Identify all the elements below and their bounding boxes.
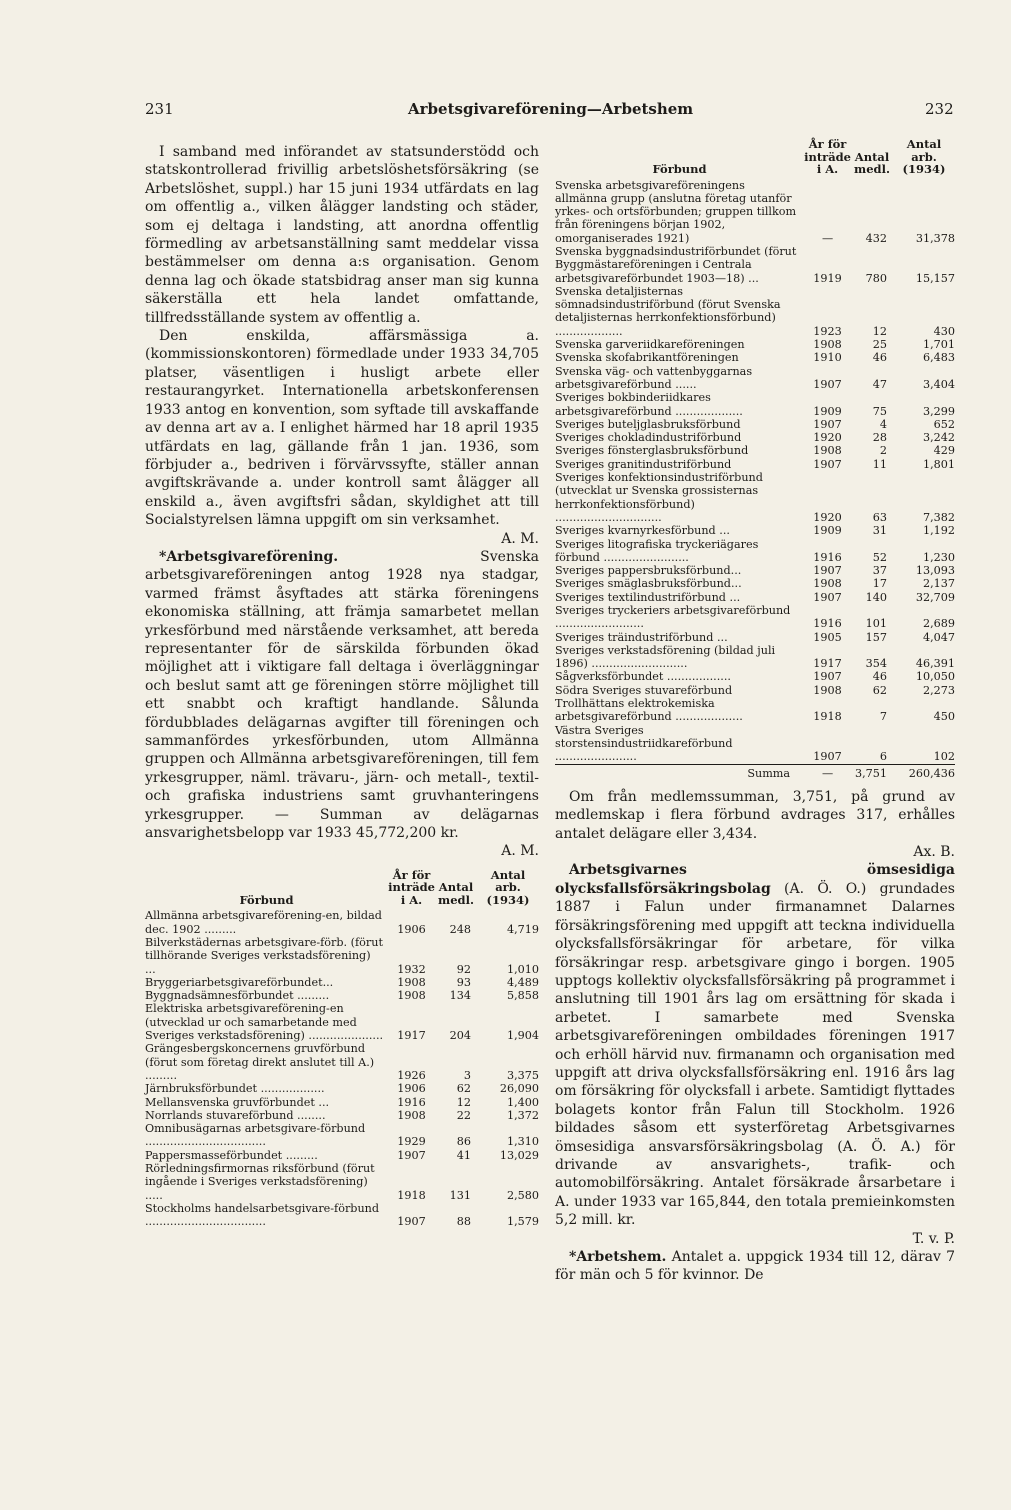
table-row xyxy=(145,1162,539,1202)
forbund-name: Sveriges konfektionsindustriförbund (utvecklat ur Svenska grossisternas herrkonfektionsförbund) .............................. xyxy=(555,471,763,524)
member-count: 101 xyxy=(865,617,887,631)
paragraph-text: Svenska arbetsgivareföreningen antog 1928 nya stadgar, varmed främst åsyftades att stärka föreningens ekonomiska ställning, att främja samarbetet mellan yrkesförbund med närstående verksamhet, att bereda representanter för de särskilda förbunden ökad möjlighet att i viktigare fall deltaga i överläggningar och beslut samt att ge föreningen större möjlighet till ett snabbt och kraftigt handlande. Sålunda fördubblades delägarnas avgifter till föreningen och sammanfördes yrkesförbunden, utom Allmänna gruppen och Allmänna arbetsgivareföreningen, till fem yrkesgrupper, näml. trävaru-, järn- och metall-, textil- och grafiska industriens samt gruvhanteringens yrkesgrupper. — Summan av delägarnas ansvarighetsbelopp var 1933 45,772,200 kr. xyxy=(145,548,539,842)
forbund-name: Pappersmasseförbundet ......... xyxy=(145,1148,318,1162)
col-workers xyxy=(893,138,955,179)
entry-year: 1909 xyxy=(813,404,842,418)
forbund-name: Sveriges granitindustriförbund xyxy=(555,457,732,471)
forbund-name: Svenska garveriidkareföreningen xyxy=(555,338,745,352)
entry-year: — xyxy=(821,231,834,245)
entry-year: 1917 xyxy=(813,657,842,671)
forbund-name: Stockholms handelsarbetsgivare-förbund .................................. xyxy=(145,1201,380,1229)
entry-year: 1907 xyxy=(813,670,842,684)
forbund-name: Sveriges verkstadsförening (bildad juli 1896) ........................... xyxy=(555,643,776,671)
member-count: 75 xyxy=(872,404,887,418)
forbund-name: Sveriges litografiska tryckeriägares förbund ........................ xyxy=(555,537,759,564)
right-column xyxy=(555,138,955,1285)
forbund-name: Omnibusägarnas arbetsgivare-förbund .................................. xyxy=(145,1122,366,1149)
table-row xyxy=(555,444,955,457)
worker-count: 5,858 xyxy=(506,989,539,1003)
paragraph-text: Om från medlemssumman, 3,751, på grund av medlemskap i flera förbund avdrages 317, erhålles antalet delägare eller 3,434. xyxy=(555,788,955,842)
member-count: 140 xyxy=(865,590,887,604)
table-row xyxy=(145,1149,539,1162)
forbund-name: Sveriges tryckeriers arbetsgivareförbund ......................... xyxy=(555,604,791,631)
paragraph-text: Antalet a. uppgick 1934 till 12, därav 7 för män och 5 för kvinnor. De xyxy=(555,1249,955,1284)
entry-headword: *Arbetsgivareförening. xyxy=(159,548,339,565)
member-count: 63 xyxy=(872,510,887,524)
forbund-name: Sveriges smäglasbruksförbund... xyxy=(555,577,742,591)
paragraph-text: I samband med införandet av statsunderstödd och statskontrollerad frivillig arbetslöshetsförsäkring (se Arbetslöshet, suppl.) har 15 juni 1934 utfärdats en lag om offentlig a., vilken ålägger landsting och städer, som ej deltaga i landsting, att anordna offentlig förmedling av arbetsanställning samt meddelar vissa bestämmelser om denna a:s organisation. Genom denna lag och ökade statsbidrag anser man sig kunna säkerställa ett hela landet omfattande, tillfredsställande system av offentlig a. xyxy=(145,144,539,326)
member-count: 22 xyxy=(456,1108,471,1122)
worker-count: 1,801 xyxy=(922,457,955,471)
entry-year: 1916 xyxy=(813,550,842,564)
worker-count: 429 xyxy=(933,444,955,458)
worker-count: 1,010 xyxy=(506,962,539,976)
col-members-label: Antal medl. xyxy=(438,880,474,907)
sum-label: Summa xyxy=(555,764,804,780)
forbund-name: Sveriges pappersbruksförbund... xyxy=(555,564,742,578)
entry-year: 1907 xyxy=(813,457,842,471)
forbund-name: Allmänna arbetsgivareförening-en, bildad dec. 1902 ......... xyxy=(145,909,382,936)
forbund-name: Sveriges bokbinderiidkares arbetsgivareförbund ................... xyxy=(555,391,743,418)
table-row xyxy=(555,684,955,697)
table-row xyxy=(555,524,955,537)
table-row xyxy=(555,391,955,418)
entry-year: 1929 xyxy=(397,1135,426,1149)
table-row xyxy=(145,989,539,1002)
entry-year: 1908 xyxy=(813,338,842,352)
forbund-table-right-wrap xyxy=(555,138,955,780)
entry-year: 1916 xyxy=(397,1095,426,1109)
col-forbund: Förbund xyxy=(239,892,294,907)
table-row xyxy=(145,936,539,976)
worker-count: 1,310 xyxy=(506,1135,539,1149)
member-count: 46 xyxy=(872,670,887,684)
worker-count: 13,029 xyxy=(499,1148,539,1162)
signature: T. v. P. xyxy=(912,1230,955,1247)
signature: A. M. xyxy=(501,843,539,860)
forbund-name: Järnbruksförbundet .................. xyxy=(145,1082,325,1096)
member-count: 4 xyxy=(879,417,887,431)
table-row xyxy=(555,644,955,671)
worker-count: 1,372 xyxy=(506,1108,539,1122)
col-workers-label: Antal arb. xyxy=(490,867,526,895)
forbund-name: Sveriges träindustriförbund ... xyxy=(555,630,728,644)
table-row xyxy=(555,577,955,590)
col-year-1934: (1934) xyxy=(902,162,946,176)
member-count: 62 xyxy=(872,683,887,697)
worker-count: 430 xyxy=(933,324,955,338)
member-count: 780 xyxy=(865,271,887,285)
entry-year: 1907 xyxy=(813,750,842,764)
table-row xyxy=(145,1109,539,1122)
worker-count: 1,192 xyxy=(922,524,955,538)
table-row xyxy=(555,631,955,644)
entry-year: 1907 xyxy=(813,377,842,391)
worker-count: 3,299 xyxy=(922,404,955,418)
table-row xyxy=(145,1122,539,1149)
table-row xyxy=(555,591,955,604)
member-count: 46 xyxy=(872,351,887,365)
forbund-name: Rörledningsfirmornas riksförbund (förut ingående i Sveriges verkstadsförening) ..... xyxy=(145,1161,375,1202)
worker-count: 2,689 xyxy=(922,617,955,631)
member-count: 7 xyxy=(879,710,887,724)
member-count: 93 xyxy=(456,975,471,989)
member-count: 204 xyxy=(449,1029,471,1043)
worker-count: 15,157 xyxy=(915,271,955,285)
entry-year: 1908 xyxy=(813,444,842,458)
entry-arbetshem xyxy=(555,1248,955,1285)
member-count: 37 xyxy=(872,564,887,578)
table-row xyxy=(555,418,955,431)
entry-year: 1908 xyxy=(813,577,842,591)
table-row xyxy=(555,458,955,471)
member-count: 88 xyxy=(456,1215,471,1229)
table-row xyxy=(555,670,955,683)
col-workers xyxy=(477,869,539,910)
entry-year: 1907 xyxy=(813,564,842,578)
forbund-name: Svenska byggnadsindustriförbundet (förut Byggmästareföreningen i Centrala arbetsgivareförbundet 1903—18) ... xyxy=(555,244,797,285)
member-count: 11 xyxy=(872,457,887,471)
forbund-name: Grängesbergskoncernens gruvförbund (förut som företag direkt anslutet till A.) ......... xyxy=(145,1042,375,1082)
table-row xyxy=(555,431,955,444)
entry-year: 1910 xyxy=(813,351,842,365)
forbund-name: Sveriges fönsterglasbruksförbund xyxy=(555,444,749,458)
member-count: 248 xyxy=(449,922,471,936)
sum-year: — xyxy=(804,764,851,780)
forbund-name: Sågverksförbundet .................. xyxy=(555,670,731,684)
forbund-name: Södra Sveriges stuvareförbund xyxy=(555,683,733,697)
entry-year: 1918 xyxy=(813,710,842,724)
entry-year: 1920 xyxy=(813,431,842,445)
entry-year: 1907 xyxy=(813,417,842,431)
col-forbund: Förbund xyxy=(652,162,707,176)
table-row xyxy=(145,1002,539,1042)
paragraph-medlemssumman xyxy=(555,788,955,843)
member-count: 62 xyxy=(456,1082,471,1096)
entry-year: 1908 xyxy=(397,989,426,1003)
worker-count: 652 xyxy=(933,417,955,431)
running-head: Arbetsgivareförening—Arbetshem xyxy=(408,100,694,118)
table-row xyxy=(555,564,955,577)
member-count: 25 xyxy=(872,338,887,352)
member-count: 52 xyxy=(872,550,887,564)
forbund-table-left xyxy=(145,869,539,1229)
entry-year: 1919 xyxy=(813,271,842,285)
sum-members: 3,751 xyxy=(851,764,893,780)
worker-count: 4,719 xyxy=(506,922,539,936)
worker-count: 31,378 xyxy=(915,231,955,245)
paragraph-enskilda xyxy=(145,327,539,529)
sum-workers: 260,436 xyxy=(893,764,955,780)
left-column xyxy=(145,143,539,1228)
forbund-name: Bilverkstädernas arbetsgivare-förb. (förut tillhörande Sveriges verkstadsförening) ... xyxy=(145,935,383,976)
col-year: År för inträde i A. xyxy=(804,137,852,176)
worker-count: 1,400 xyxy=(506,1095,539,1109)
worker-count: 4,489 xyxy=(506,975,539,989)
table-row xyxy=(145,1082,539,1095)
table-row xyxy=(555,338,955,351)
forbund-name: Mellansvenska gruvförbundet ... xyxy=(145,1095,330,1109)
member-count: 6 xyxy=(879,750,887,764)
entry-headword: *Arbetshem. xyxy=(569,1249,667,1266)
entry-year: 1908 xyxy=(813,683,842,697)
entry-year: 1918 xyxy=(397,1188,426,1202)
forbund-name: Bryggeriarbetsgivareförbundet... xyxy=(145,975,334,989)
forbund-name: Sveriges textilindustriförbund ... xyxy=(555,590,741,604)
forbund-table-right xyxy=(555,138,955,780)
table-row xyxy=(145,1042,539,1082)
table-row xyxy=(555,285,955,338)
signature: A. M. xyxy=(501,530,539,547)
forbund-name: Byggnadsämnesförbundet ......... xyxy=(145,989,330,1003)
forbund-name: Västra Sveriges storstensindustriidkareförbund ....................... xyxy=(555,723,733,764)
worker-count: 10,050 xyxy=(915,670,955,684)
worker-count: 7,382 xyxy=(922,510,955,524)
worker-count: 102 xyxy=(933,750,955,764)
forbund-name: Svenska detaljisternas sömnadsindustriförbund (förut Svenska detaljisternas herrkonfektionsförbund) ................... xyxy=(555,284,781,338)
member-count: 432 xyxy=(865,231,887,245)
entry-year: 1906 xyxy=(397,1082,426,1096)
entry-year: 1923 xyxy=(813,324,842,338)
entry-year: 1909 xyxy=(813,524,842,538)
entry-year: 1908 xyxy=(397,1108,426,1122)
table-row xyxy=(555,538,955,565)
entry-year: 1905 xyxy=(813,630,842,644)
member-count: 17 xyxy=(872,577,887,591)
entry-year: 1906 xyxy=(397,922,426,936)
col-members-label: Antal medl. xyxy=(854,149,890,176)
entry-year: 1926 xyxy=(397,1068,426,1082)
worker-count: 46,391 xyxy=(915,657,955,671)
page-number-left: 231 xyxy=(145,100,174,118)
entry-year: 1907 xyxy=(397,1215,426,1229)
forbund-name: Sveriges kvarnyrkesförbund ... xyxy=(555,524,730,538)
entry-headword: Arbetsgivarnes ömsesidiga olycksfallsförsäkringsbolag xyxy=(555,862,955,897)
signature: Ax. B. xyxy=(913,844,955,861)
worker-count: 1,579 xyxy=(506,1215,539,1229)
worker-count: 3,375 xyxy=(506,1068,539,1082)
forbund-name: Elektriska arbetsgivareförening-en (utvecklad ur och samarbetande med Sveriges verkstadsförening) ..................... xyxy=(145,1002,384,1043)
table-row xyxy=(145,1096,539,1109)
forbund-name: Trollhättans elektrokemiska arbetsgivareförbund ................... xyxy=(555,697,743,724)
member-count: 2 xyxy=(879,444,887,458)
member-count: 12 xyxy=(456,1095,471,1109)
worker-count: 450 xyxy=(933,710,955,724)
entry-year: 1932 xyxy=(397,962,426,976)
table-row xyxy=(555,697,955,724)
worker-count: 1,904 xyxy=(506,1029,539,1043)
paragraph-arbetsformedling-law xyxy=(145,143,539,327)
member-count: 41 xyxy=(456,1148,471,1162)
entry-year: 1920 xyxy=(813,510,842,524)
table-row xyxy=(145,1202,539,1229)
table-row xyxy=(555,365,955,392)
paragraph-text: (A. Ö. O.) grundades 1887 i Falun under firmanamnet Dalarnes försäkringsförening med uppgift att teckna individuella olycksfallsförsäkringar för arbetare, för vilka försäkringar resp. arbetsgivare gingo i borgen. 1905 upptogs kollektiv olycksfallsförsäkring på programmet i anslutning till 1901 års lag om ersättning för skada i arbetet. I samarbete med Svenska arbetsgivareföreningen ombildades föreningen 1917 och erhöll härvid nuv. firmanamn och organisation med uppgift att driva olycksfallsförsäkring enl. 1916 års lag om försäkring för olycksfall i arbete. Samtidigt flyttades bolagets kontor från Falun till Stockholm. 1926 bildades såsom ett systerföretag Arbetsgivarnes ömsesidiga ansvarsförsäkringsbolag (A. Ö. A.) för drivande av ansvarighets-, trafik- och automobilförsäkring. Antalet försäkrade årsarbetare i A. under 1933 var 165,844, den totala premieinkomsten 5,2 mill. kr. xyxy=(555,880,955,1229)
worker-count: 3,404 xyxy=(922,377,955,391)
table-row xyxy=(145,976,539,989)
page-number-right: 232 xyxy=(925,100,954,118)
member-count: 31 xyxy=(872,524,887,538)
entry-olycksfallsforsakringsbolag xyxy=(555,861,955,1229)
member-count: 12 xyxy=(872,324,887,338)
entry-arbetsgivareforening xyxy=(145,548,539,843)
worker-count: 6,483 xyxy=(922,351,955,365)
member-count: 131 xyxy=(449,1188,471,1202)
table-header-row xyxy=(145,869,539,910)
col-workers-label: Antal arb. xyxy=(906,137,942,164)
member-count: 86 xyxy=(456,1135,471,1149)
worker-count: 2,137 xyxy=(922,577,955,591)
col-year-1934: (1934) xyxy=(486,892,530,907)
worker-count: 2,580 xyxy=(506,1188,539,1202)
entry-year: 1907 xyxy=(813,590,842,604)
forbund-name: Svenska väg- och vattenbyggarnas arbetsgivareförbund ...... xyxy=(555,364,753,391)
entry-year: 1917 xyxy=(397,1029,426,1043)
member-count: 354 xyxy=(865,657,887,671)
worker-count: 26,090 xyxy=(499,1082,539,1096)
entry-year: 1908 xyxy=(397,975,426,989)
worker-count: 13,093 xyxy=(915,564,955,578)
entry-year: 1907 xyxy=(397,1148,426,1162)
forbund-name: Svenska arbetsgivareföreningens allmänna grupp (anslutna företag utanför yrkes- och ortsförbunden; gruppen tillkom från föreningens början 1902, omorganiserades 1921) xyxy=(555,178,797,245)
member-count: 3 xyxy=(463,1068,471,1082)
member-count: 157 xyxy=(865,630,887,644)
worker-count: 1,230 xyxy=(922,550,955,564)
worker-count: 1,701 xyxy=(922,338,955,352)
table-row xyxy=(555,245,955,285)
worker-count: 32,709 xyxy=(915,590,955,604)
worker-count: 3,242 xyxy=(922,431,955,445)
sum-row xyxy=(555,764,955,780)
forbund-name: Sveriges chokladindustriförbund xyxy=(555,431,742,445)
paragraph-text: Den enskilda, affärsmässiga a. (kommissionskontoren) förmedlade under 1933 34,705 platser, väsentligen i husligt arbete eller restaurangyrket. Internationella arbetskonferensen 1933 antog en konvention, som syftade till avskaffande av denna art av a. I enlighet härmed har 18 april 1935 utfärdats en lag, gällande från 1 jan. 1936, som förbjuder a., bedriven i förvärvssyfte, ställer annan avgiftskrävande a. under kontroll samt ålägger all enskild a., även avgiftsfri sådan, skyldighet att till Socialstyrelsen lämna uppgift om sin verksamhet. xyxy=(145,328,539,529)
table-row xyxy=(555,351,955,364)
col-members xyxy=(851,138,893,179)
table-row xyxy=(555,724,955,764)
member-count: 92 xyxy=(456,962,471,976)
table-row xyxy=(555,179,955,245)
member-count: 134 xyxy=(449,989,471,1003)
worker-count: 2,273 xyxy=(922,683,955,697)
table-row xyxy=(145,909,539,936)
table-body xyxy=(555,179,955,765)
table-row xyxy=(555,471,955,524)
member-count: 28 xyxy=(872,431,887,445)
table-header-row xyxy=(555,138,955,179)
forbund-name: Svenska skofabrikantföreningen xyxy=(555,351,739,365)
forbund-name: Sveriges buteljglasbruksförbund xyxy=(555,417,741,431)
col-year: År för inträde i A. xyxy=(388,867,436,907)
worker-count: 4,047 xyxy=(922,630,955,644)
entry-year: 1916 xyxy=(813,617,842,631)
col-members xyxy=(435,869,477,910)
table-body xyxy=(145,909,539,1228)
table-row xyxy=(555,604,955,631)
member-count: 47 xyxy=(872,377,887,391)
forbund-name: Norrlands stuvareförbund ........ xyxy=(145,1108,326,1122)
